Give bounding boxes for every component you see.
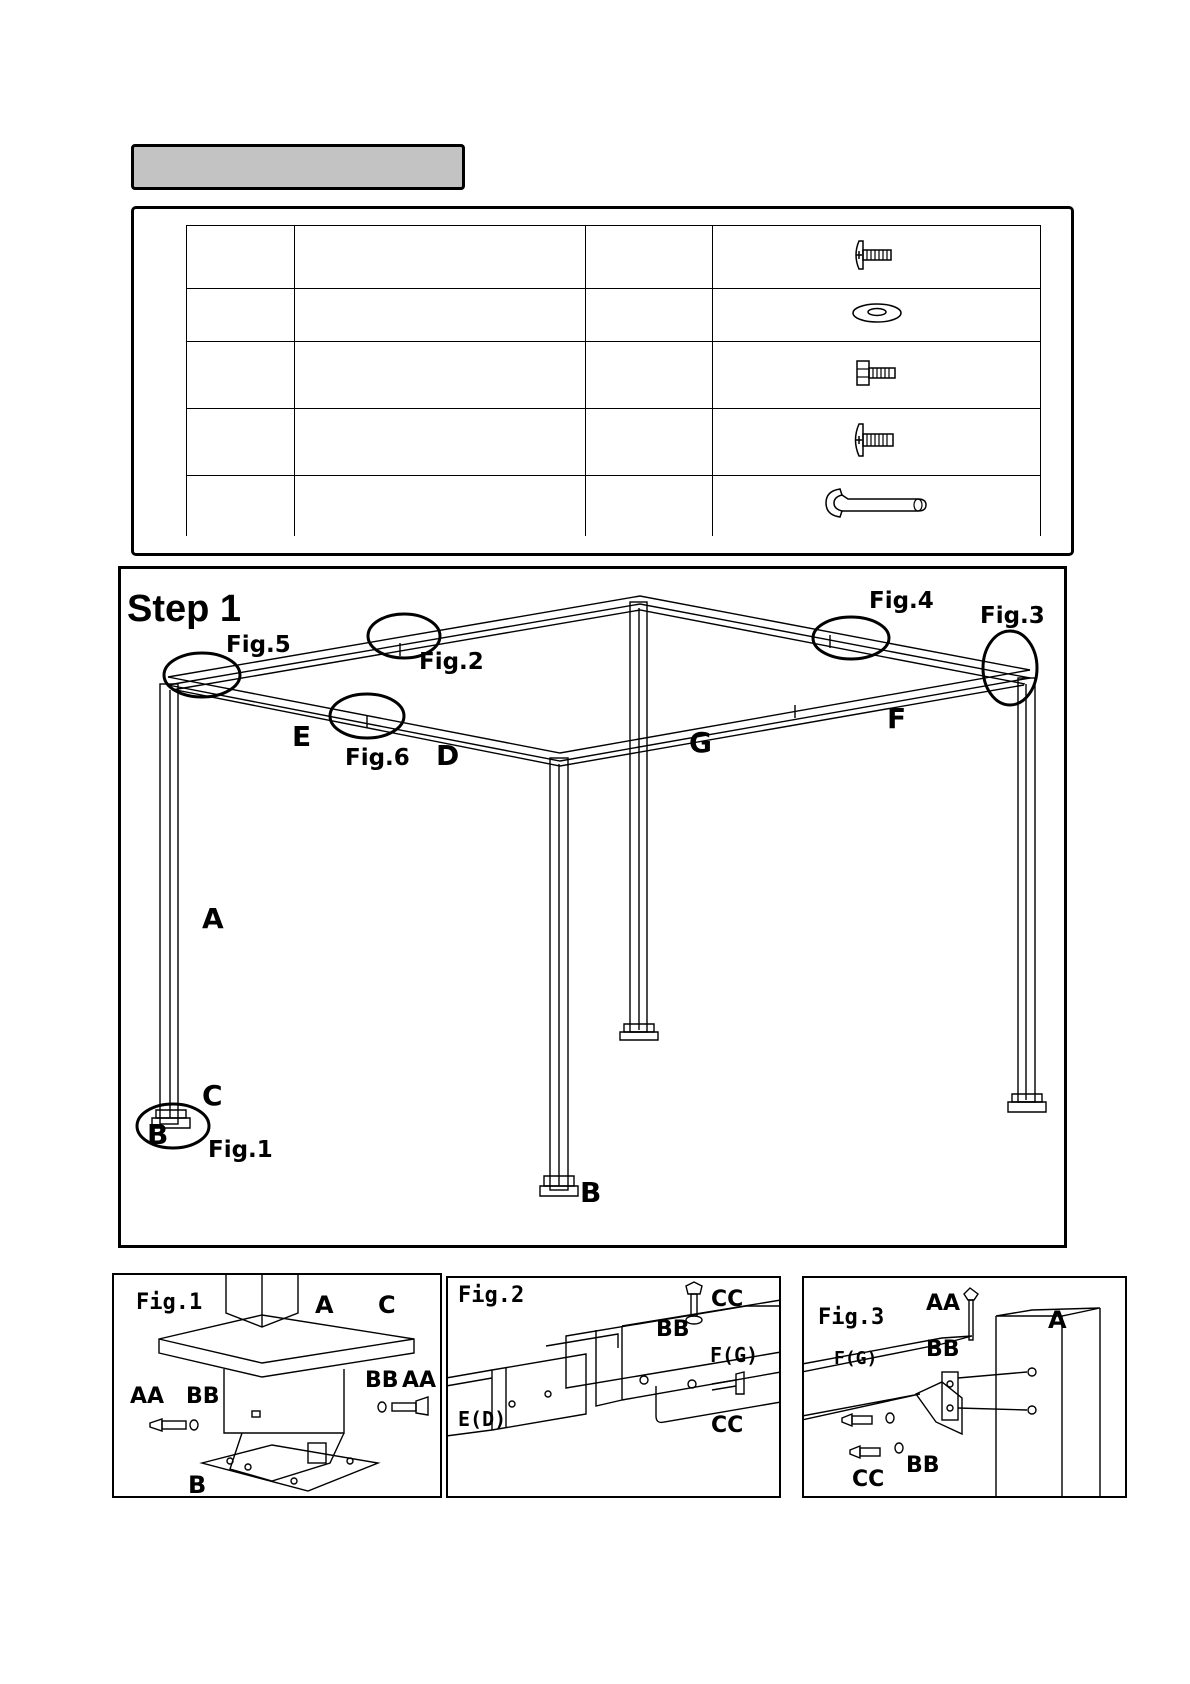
fig2-title: Fig.2 xyxy=(458,1283,525,1308)
fig1-label-aa: AA xyxy=(402,1368,437,1393)
fig3-label-a: A xyxy=(1048,1306,1067,1334)
fig1-title: Fig.1 xyxy=(136,1290,203,1315)
part-label-e: E xyxy=(292,720,312,753)
fig3-label-cc: CC xyxy=(852,1467,885,1492)
fig1-label-aa: AA xyxy=(130,1384,165,1409)
fig2-callout-label: Fig.2 xyxy=(419,649,484,675)
fig3-label-bb: BB xyxy=(926,1337,960,1362)
fig2-detail-drawing xyxy=(446,1276,781,1498)
fig3-label-fg: F(G) xyxy=(834,1348,878,1369)
fig3-title: Fig.3 xyxy=(818,1305,885,1330)
step-title: Step 1 xyxy=(127,588,242,630)
fig4-callout-circle xyxy=(813,617,889,659)
fig2-label-cc: CC xyxy=(711,1413,744,1438)
fig1-callout-label: Fig.1 xyxy=(208,1137,273,1163)
fig1-label-bb: BB xyxy=(365,1368,399,1393)
fig5-callout-label: Fig.5 xyxy=(226,632,291,658)
fig6-callout-label: Fig.6 xyxy=(345,745,410,771)
fig1-label-bb: BB xyxy=(186,1384,220,1409)
fig2-label-cc: CC xyxy=(711,1287,744,1312)
fig3-callout-circle xyxy=(983,631,1037,705)
part-label-a: A xyxy=(202,902,224,935)
part-label-f: F xyxy=(887,702,907,735)
fig1-label-c: C xyxy=(378,1291,396,1319)
fig2-label-bb: BB xyxy=(656,1317,690,1342)
part-label-b: B xyxy=(580,1176,602,1209)
part-label-g: G xyxy=(689,726,712,759)
fig2-label-ed: E(D) xyxy=(458,1407,507,1431)
fig2-label-fg: F(G) xyxy=(710,1343,759,1367)
fig3-label-aa: AA xyxy=(926,1291,961,1316)
fig1-label-a: A xyxy=(315,1291,334,1319)
fig1-detail-drawing xyxy=(112,1273,442,1498)
part-label-d: D xyxy=(436,739,460,772)
fig1-label-b: B xyxy=(188,1471,207,1498)
fig4-callout-label: Fig.4 xyxy=(869,588,934,614)
part-label-c: C xyxy=(202,1079,223,1112)
part-label-b: B xyxy=(147,1118,169,1151)
fig3-callout-label: Fig.3 xyxy=(980,603,1045,629)
fig3-label-bb: BB xyxy=(906,1453,940,1478)
fig3-detail-drawing xyxy=(802,1276,1127,1498)
